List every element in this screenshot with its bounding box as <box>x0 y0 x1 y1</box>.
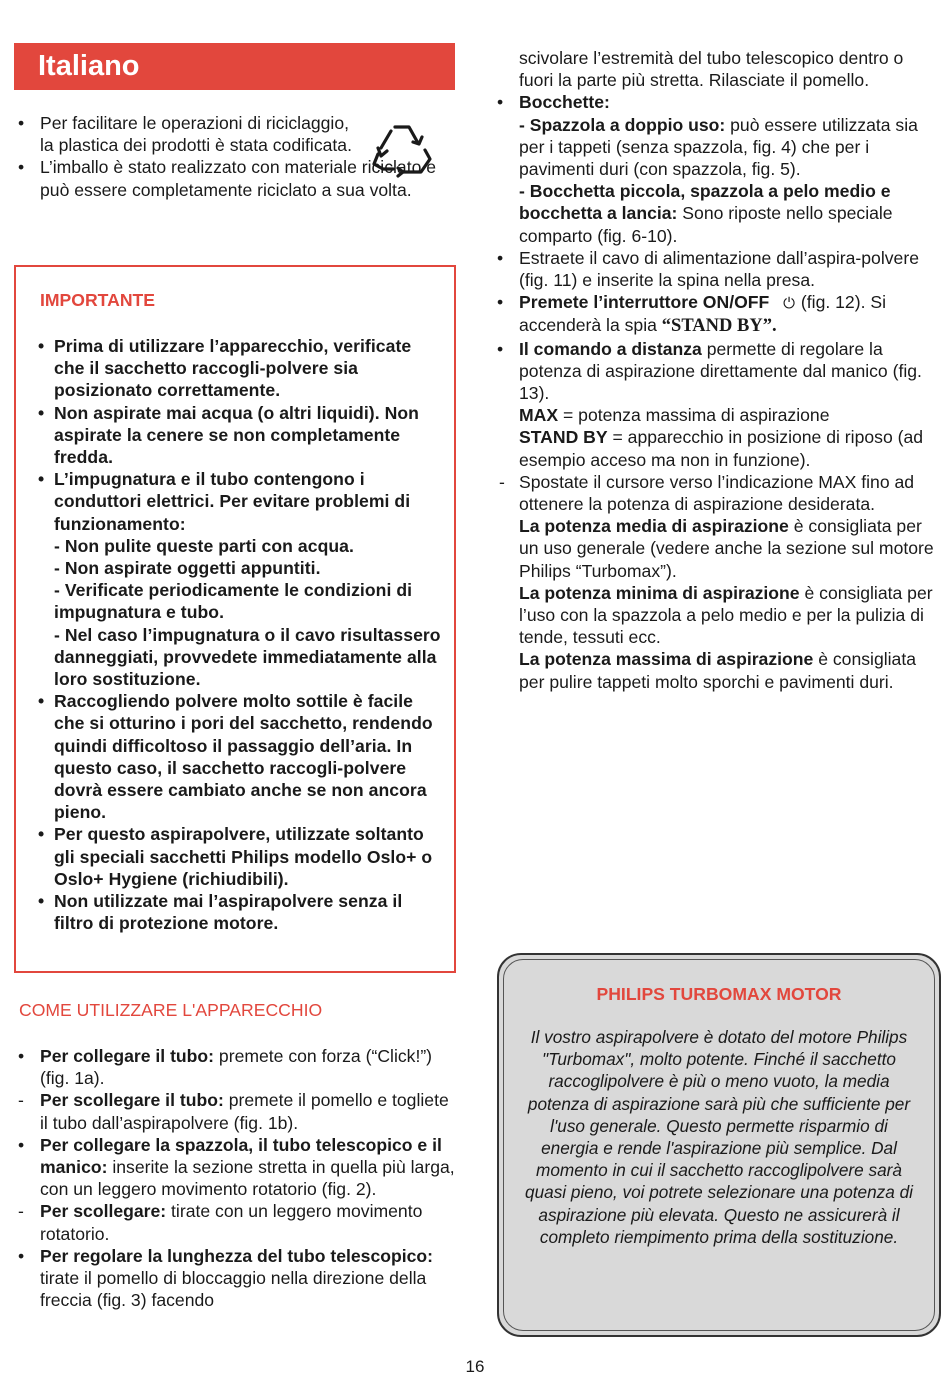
list-item: - Per scollegare: tirate con un leggero movimento rotatorio. <box>18 1201 423 1244</box>
list-item: • Per collegare il tubo: premete con forza (“Click!”) (fig. 1a). <box>18 1046 433 1089</box>
list-item: • Non aspirate mai acqua (o altri liquidi). Non aspirate la cenere se non completamente fredda. <box>38 402 419 468</box>
recycle-icon <box>369 118 435 184</box>
list-item: • Per collegare la spazzola, il tubo telescopico e il manico: inserite la sezione stretta in quella più larga, con un leggero movimento rotatorio (fig. 2). <box>18 1134 455 1200</box>
list-item: • Premete l’interruttore ON/OFF ⏻ (fig. 12). Si accenderà la spia “STAND BY”. <box>497 292 886 337</box>
list-item: - Per scollegare il tubo: premete il pomello e togliete il tubo dall’aspirapolvere (fig. 1b). <box>18 1090 449 1133</box>
list-item: • Per regolare la lunghezza del tubo telescopico: tirate il pomello di bloccaggio nella direzione della freccia (fig. 3) facendo <box>18 1245 434 1311</box>
list-item: • Prima di utilizzare l’apparecchio, verificate che il sacchetto raccogli-polvere sia posizionato correttamente. <box>38 336 412 401</box>
usage-title: COME UTILIZZARE L'APPARECCHIO <box>19 1000 323 1020</box>
language-header: Italiano <box>14 43 455 90</box>
list-subitem: MAX = potenza massima di aspirazione <box>519 405 830 426</box>
list-item: • Il comando a distanza permette di regolare la potenza di aspirazione direttamente dal manico (fig. 13). <box>497 338 922 404</box>
list-item: • Per facilitare le operazioni di riciclaggio, la plastica dei prodotti è stata codificata. <box>18 113 352 156</box>
list-subitem: La potenza massima di aspirazione è consigliata per pulire tappeti molto sporchi e pavimenti duri. <box>519 649 917 692</box>
list-item: • Estraete il cavo di alimentazione dall’aspira-polvere (fig. 11) e inserite la spina nella presa. <box>497 247 919 291</box>
list-item: • Per questo aspirapolvere, utilizzate soltanto gli speciali sacchetti Philips modello Oslo+ o Oslo+ Hygiene (richiudibili). <box>38 824 433 889</box>
list-item: scivolare l’estremità del tubo telescopico dentro o fuori la parte più stretta. Rilasciate il pomello. <box>519 48 904 91</box>
list-item: • L’imballo è stato realizzato con materiale riciclato e può essere completamente riciclato a sua volta. <box>18 157 437 200</box>
list-subitem: - Non pulite queste parti con acqua. <box>54 535 354 556</box>
right-column <box>497 47 942 693</box>
usage-list <box>18 1045 458 1311</box>
important-title: IMPORTANTE <box>40 290 156 310</box>
important-list <box>38 335 446 934</box>
turbomax-text: Il vostro aspirapolvere è dotato del motore Philips "Turbomax", molto potente. Finché il sacchetto raccoglipolvere è più o meno vuoto, la media potenza di aspirazione sarà più che sufficiente per l'uso generale. Questo permette risparmio di energia e rende l'aspirazione più semplice. Dal momento in cui il sacchetto raccoglipolvere sarà quasi pieno, voi potrete selezionare una potenza di aspirazione più elevata. Questo ne assicurerà il completo riempimento prima della sostituzione. <box>525 1027 913 1247</box>
power-icon: ⏻ <box>783 294 796 313</box>
list-subitem: La potenza minima di aspirazione è consigliata per l’uso con la spazzola a pelo medio e per la pulizia di tende, tessuti ecc. <box>519 582 933 648</box>
list-item: • Raccogliendo polvere molto sottile è facile che si otturino i pori del sacchetto, rendendo quindi difficoltoso il passaggio dell’aria. In questo caso, il sacchetto raccogli-polvere dovrà essere cambiato anche se non ancora pieno. <box>38 691 433 823</box>
turbomax-title: PHILIPS TURBOMAX MOTOR <box>596 984 842 1004</box>
list-subitem: La potenza media di aspirazione è consigliata per un uso generale (vedere anche la sezione sul motore Philips “Turbomax”). <box>519 516 934 581</box>
list-subitem: - Verificate periodicamente le condizioni di impugnatura e tubo. <box>54 580 413 623</box>
list-item: • Non utilizzate mai l’aspirapolvere senza il filtro di protezione motore. <box>38 891 403 934</box>
list-subitem: - Spazzola a doppio uso: può essere utilizzata sia per i tappeti (senza spazzola, fig. 4) che per i pavimenti duri (con spazzola, fig. 5). <box>519 114 918 180</box>
list-subitem: - Nel caso l’impugnatura o il cavo risultassero danneggiati, provvedete immediatamente alla loro sostituzione. <box>54 624 441 690</box>
list-subitem: - Bocchetta piccola, spazzola a pelo medio e bocchetta a lancia: Sono riposte nello speciale comparto (fig. 6-10). <box>519 181 893 246</box>
list-item: • Bocchette: <box>497 92 610 113</box>
list-item: • L’impugnatura e il tubo contengono i conduttori elettrici. Per evitare problemi di funzionamento: <box>38 469 411 534</box>
page-number: 16 <box>465 1357 485 1376</box>
list-subitem: - Non aspirate oggetti appuntiti. <box>54 558 321 579</box>
list-subitem: STAND BY = apparecchio in posizione di riposo (ad esempio acceso ma non in funzione). <box>519 427 924 470</box>
list-item: - Spostate il cursore verso l’indicazione MAX fino ad ottenere la potenza di aspirazione desiderata. <box>499 471 915 515</box>
